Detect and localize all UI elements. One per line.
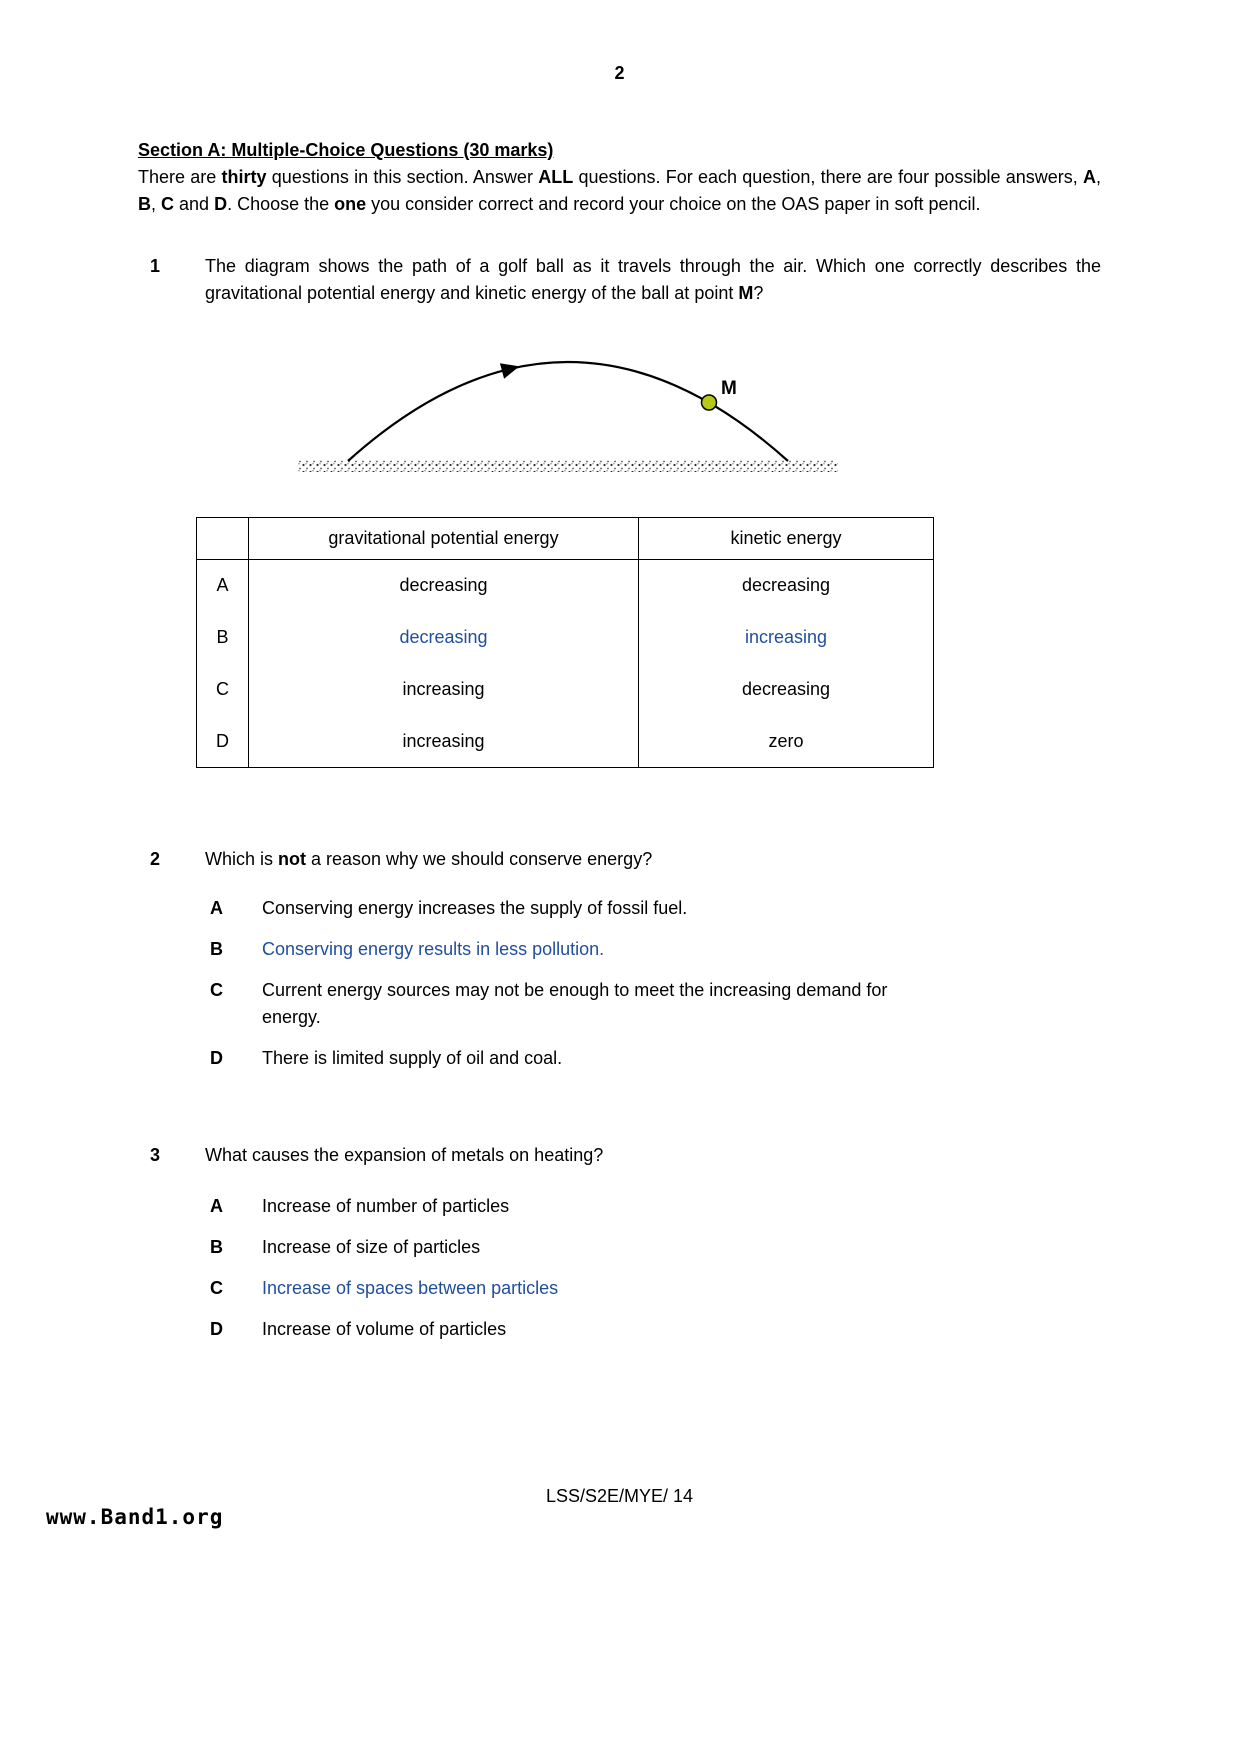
ground-texture	[298, 459, 838, 472]
option-row-a	[210, 1193, 1101, 1220]
text-run-bold: ALL	[538, 167, 574, 187]
table-row-a	[197, 560, 934, 612]
trajectory-arc	[348, 362, 788, 461]
text-run-bold: M	[738, 283, 754, 303]
option-row-d	[210, 1316, 1101, 1343]
question-3-options	[138, 1193, 1101, 1343]
table-row-d	[197, 716, 934, 768]
text-run: and	[174, 194, 215, 214]
question-2-text	[205, 846, 1101, 873]
option-letter: D	[210, 1048, 223, 1068]
option-letter: C	[210, 980, 223, 1000]
question-3-number: 3	[150, 1145, 161, 1165]
option-letter: A	[210, 1196, 223, 1216]
cell-gpe: decreasing	[249, 612, 639, 664]
option-text: Increase of number of particles	[262, 1196, 510, 1216]
text-run-bold: D	[214, 194, 228, 214]
table-header-row	[197, 518, 934, 560]
cell-ke: decreasing	[639, 560, 934, 612]
cell-gpe: increasing	[249, 716, 639, 768]
option-text: Conserving energy increases the supply of fossil fuel.	[262, 898, 688, 918]
question-2-number: 2	[150, 849, 161, 869]
text-run-bold: thirty	[221, 167, 267, 187]
text-run: ,	[151, 194, 162, 214]
cell-gpe: increasing	[249, 664, 639, 716]
golf-ball-trajectory-diagram	[288, 323, 848, 491]
question-1	[138, 253, 1101, 307]
section-heading: Section A: Multiple-Choice Questions (30 marks)	[138, 140, 554, 160]
option-letter: B	[210, 1237, 223, 1257]
text-run-bold: one	[334, 194, 367, 214]
table-row-b	[197, 612, 934, 664]
header-blank	[197, 518, 249, 560]
table-row-c	[197, 664, 934, 716]
trajectory-svg	[288, 323, 848, 483]
option-row-d	[210, 1045, 1101, 1072]
option-text: Increase of spaces between particles	[262, 1278, 559, 1298]
option-text: Increase of size of particles	[262, 1237, 481, 1257]
direction-arrowhead-icon	[500, 359, 522, 379]
option-text: Increase of volume of particles	[262, 1319, 507, 1339]
watermark-text: www.Band1.org	[46, 1505, 224, 1529]
header-gpe: gravitational potential energy	[249, 518, 639, 560]
footer-code: LSS/S2E/MYE/ 14	[545, 1486, 694, 1506]
option-row-b	[210, 1234, 1101, 1261]
text-run: ,	[1096, 167, 1102, 187]
text-run: There are	[138, 167, 222, 187]
answer-table	[196, 517, 934, 768]
page-number: 2	[614, 63, 625, 83]
question-1-number: 1	[150, 256, 161, 276]
text-run: The diagram shows the path of a golf ball as it travels through the air. Which one correctly describes the gravitational potential energy and kinetic energy of the ball at point	[205, 256, 1101, 303]
cell-ke: zero	[639, 716, 934, 768]
row-letter: C	[197, 664, 249, 716]
text-run-bold: A	[1083, 167, 1096, 187]
text-run: . Choose the	[227, 194, 335, 214]
point-m-marker	[702, 395, 717, 410]
option-letter: C	[210, 1278, 223, 1298]
row-letter: B	[197, 612, 249, 664]
section-intro	[138, 164, 1101, 218]
option-letter: B	[210, 939, 223, 959]
option-row-c	[210, 1275, 1101, 1302]
option-row-c	[210, 977, 1101, 1031]
option-text: There is limited supply of oil and coal.	[262, 1048, 563, 1068]
text-run-bold: B	[138, 194, 151, 214]
question-3-text: What causes the expansion of metals on heating?	[205, 1145, 604, 1165]
text-run: questions. For each question, there are four possible answers,	[573, 167, 1083, 187]
text-run: you consider correct and record your choice on the OAS paper in soft pencil.	[366, 194, 981, 214]
cell-ke: decreasing	[639, 664, 934, 716]
row-letter: D	[197, 716, 249, 768]
row-letter: A	[197, 560, 249, 612]
header-ke: kinetic energy	[639, 518, 934, 560]
question-2	[138, 846, 1101, 873]
option-letter: D	[210, 1319, 223, 1339]
text-run: a reason why we should conserve energy?	[306, 849, 653, 869]
cell-gpe: decreasing	[249, 560, 639, 612]
text-run: Which is	[205, 849, 279, 869]
text-run: questions in this section. Answer	[266, 167, 539, 187]
question-3	[138, 1142, 1101, 1169]
text-run-bold: not	[278, 849, 306, 869]
point-m-label: M	[721, 378, 737, 399]
question-2-options	[138, 895, 1101, 1072]
option-text: Conserving energy results in less pollution.	[262, 939, 605, 959]
text-run-bold: C	[161, 194, 175, 214]
option-row-a	[210, 895, 1101, 922]
text-run: ?	[753, 283, 764, 303]
question-1-text	[205, 253, 1101, 307]
option-text: Current energy sources may not be enough to meet the increasing demand for energy.	[262, 980, 888, 1027]
option-letter: A	[210, 898, 223, 918]
option-row-b	[210, 936, 1101, 963]
cell-ke: increasing	[639, 612, 934, 664]
